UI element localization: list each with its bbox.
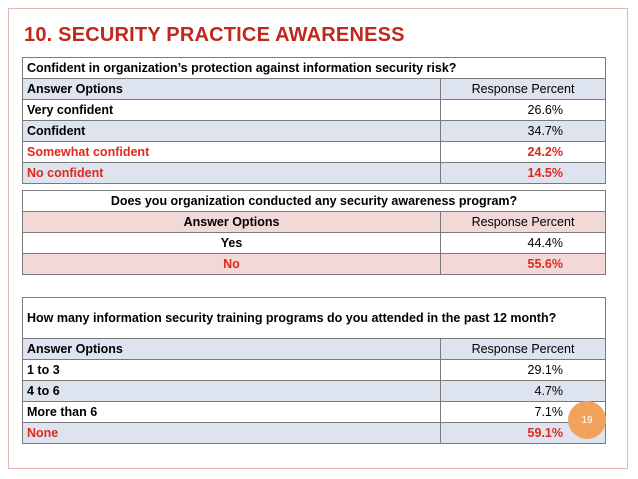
row-percent: 55.6%: [441, 254, 606, 275]
header-response-percent: Response Percent: [441, 339, 606, 360]
table-question: How many information security training programs do you attended in the past 12 month?: [23, 298, 606, 339]
row-option: Very confident: [23, 100, 441, 121]
confidence-table: [22, 57, 606, 184]
table-row: [23, 254, 606, 275]
row-option: More than 6: [23, 402, 441, 423]
row-option: No: [23, 254, 441, 275]
table-row: [23, 142, 606, 163]
header-answer-options: Answer Options: [23, 79, 441, 100]
slide-title: 10. SECURITY PRACTICE AWARENESS: [24, 24, 405, 46]
table-question-row: [23, 298, 606, 339]
table-row: [23, 100, 606, 121]
row-option: No confident: [23, 163, 441, 184]
awareness-program-table: [22, 190, 606, 275]
row-percent: 14.5%: [441, 163, 606, 184]
row-percent: 44.4%: [441, 233, 606, 254]
table-question: Confident in organization’s protection against information security risk?: [23, 58, 606, 79]
table-question-row: [23, 58, 606, 79]
row-percent: 24.2%: [441, 142, 606, 163]
header-response-percent: Response Percent: [441, 79, 606, 100]
table-row: [23, 233, 606, 254]
table-row: [23, 360, 606, 381]
header-answer-options: Answer Options: [23, 212, 441, 233]
table-row: [23, 121, 606, 142]
table-question-row: [23, 191, 606, 212]
header-response-percent: Response Percent: [441, 212, 606, 233]
row-option: 4 to 6: [23, 381, 441, 402]
table-header-row: [23, 79, 606, 100]
table-row: [23, 402, 606, 423]
table-row: [23, 423, 606, 444]
row-option: None: [23, 423, 441, 444]
row-percent: 26.6%: [441, 100, 606, 121]
training-programs-table: [22, 297, 606, 444]
row-percent: 34.7%: [441, 121, 606, 142]
table-header-row: [23, 212, 606, 233]
row-option: Yes: [23, 233, 441, 254]
row-option: 1 to 3: [23, 360, 441, 381]
table-question: Does you organization conducted any security awareness program?: [23, 191, 606, 212]
table-header-row: [23, 339, 606, 360]
row-percent: 29.1%: [441, 360, 606, 381]
page-number-badge: 19: [568, 401, 606, 439]
row-percent: 4.7%: [441, 381, 606, 402]
row-percent: 7.1%: [441, 402, 606, 423]
row-option: Confident: [23, 121, 441, 142]
row-option: Somewhat confident: [23, 142, 441, 163]
header-answer-options: Answer Options: [23, 339, 441, 360]
table-row: [23, 163, 606, 184]
table-row: [23, 381, 606, 402]
row-percent: 59.1%: [441, 423, 606, 444]
